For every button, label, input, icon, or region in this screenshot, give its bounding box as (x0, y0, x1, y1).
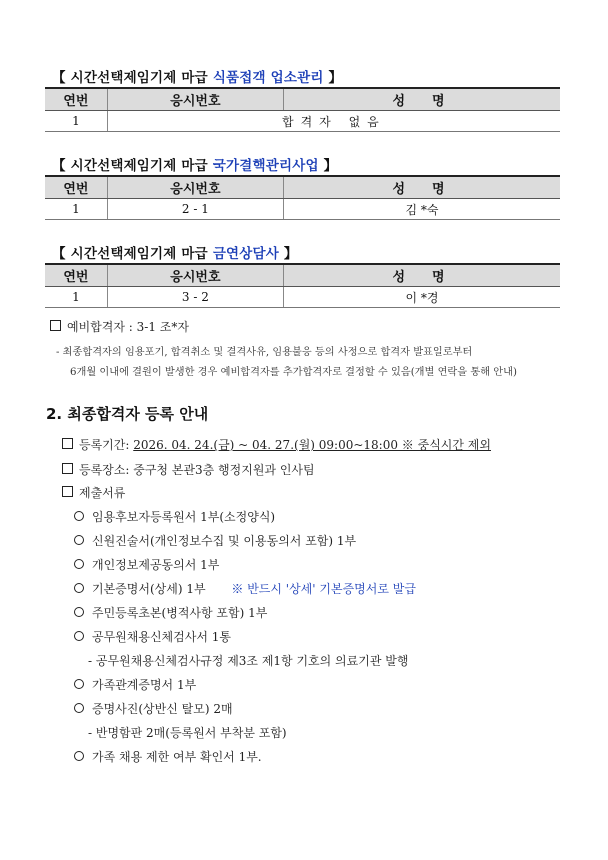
header-no: 연번 (45, 264, 107, 287)
cell-exam-no: 2 - 1 (107, 199, 283, 220)
circle-bullet-icon (74, 751, 84, 761)
cell-no: 1 (45, 199, 107, 220)
checkbox-square-icon (62, 438, 73, 449)
section-title-food: 【 시간선택제임기제 마급 식품접객 업소관리 】 (52, 70, 343, 86)
important-note: ※ 반드시 '상세' 기본증명서로 발급 (231, 582, 416, 596)
circle-bullet-icon (74, 559, 84, 569)
header-name: 성 명 (284, 88, 560, 111)
section-title-smoking: 【 시간선택제임기제 마급 금연상담사 】 (52, 246, 298, 262)
list-item: 신원진술서(개인정보수집 및 이용동의서 포함) 1부 (74, 532, 356, 549)
cell-name: 김 *숙 (284, 199, 560, 220)
header-no: 연번 (45, 88, 107, 111)
list-item: 공무원채용신체검사서 1통 (74, 628, 231, 645)
list-item: 기본증명서(상세) 1부 ※ 반드시 '상세' 기본증명서로 발급 (74, 580, 416, 597)
circle-bullet-icon (74, 631, 84, 641)
circle-bullet-icon (74, 535, 84, 545)
list-item: 가족관계증명서 1부 (74, 676, 196, 693)
list-item: 주민등록초본(병적사항 포함) 1부 (74, 604, 267, 621)
list-sub-item: - 공무원채용신체검사규정 제3조 제1항 기호의 의료기관 발행 (88, 654, 409, 668)
list-sub-item: - 반명함판 2매(등록원서 부착분 포함) (88, 726, 287, 740)
reserve-passer: 예비합격자 : 3-1 조*자 (50, 318, 189, 335)
checkbox-square-icon (62, 486, 73, 497)
registration-place: 등록장소: 중구청 본관3층 행정지원과 인사팀 (62, 461, 315, 478)
cell-no: 1 (45, 287, 107, 308)
list-item: 개인정보제공동의서 1부 (74, 556, 219, 573)
registration-period: 등록기간: 2026. 04. 24.(금) ~ 04. 27.(월) 09:00~18:00 ※ 중식시간 제외 (62, 436, 491, 453)
cell-name: 이 *경 (284, 287, 560, 308)
header-exam-no: 응시번호 (107, 176, 283, 199)
reserve-note-line1: - 최종합격자의 임용포기, 합격취소 및 결격사유, 임용불응 등의 사정으로 합격자 발표일로부터 (56, 347, 473, 358)
results-table-food (45, 87, 560, 132)
circle-bullet-icon (74, 703, 84, 713)
circle-bullet-icon (74, 607, 84, 617)
list-item: 증명사진(상반신 탈모) 2매 (74, 700, 233, 717)
header-name: 성 명 (284, 264, 560, 287)
documents-label: 제출서류 (62, 484, 125, 501)
table-row (45, 111, 560, 132)
list-item: 가족 채용 제한 여부 확인서 1부. (74, 748, 262, 765)
results-table-tb (45, 175, 560, 220)
cell-no-passer: 합격자 없음 (107, 111, 560, 132)
header-name: 성 명 (284, 176, 560, 199)
header-exam-no: 응시번호 (107, 88, 283, 111)
section2-title: 2. 최종합격자 등록 안내 (46, 405, 209, 423)
header-exam-no: 응시번호 (107, 264, 283, 287)
checkbox-square-icon (50, 320, 61, 331)
results-table-smoking (45, 263, 560, 308)
registration-period-value: 2026. 04. 24.(금) ~ 04. 27.(월) 09:00~18:00 ※ 중식시간 제외 (133, 438, 491, 452)
table-row (45, 287, 560, 308)
circle-bullet-icon (74, 679, 84, 689)
cell-no: 1 (45, 111, 107, 132)
section-title-tb: 【 시간선택제임기제 마급 국가결핵관리사업 】 (52, 158, 338, 174)
list-item: 임용후보자등록원서 1부(소정양식) (74, 508, 275, 525)
table-row (45, 199, 560, 220)
reserve-note-line2: 6개월 이내에 결원이 발생한 경우 예비합격자를 추가합격자로 결정할 수 있음(개별 연락을 통해 안내) (70, 367, 517, 378)
circle-bullet-icon (74, 511, 84, 521)
header-no: 연번 (45, 176, 107, 199)
checkbox-square-icon (62, 463, 73, 474)
circle-bullet-icon (74, 583, 84, 593)
cell-exam-no: 3 - 2 (107, 287, 283, 308)
